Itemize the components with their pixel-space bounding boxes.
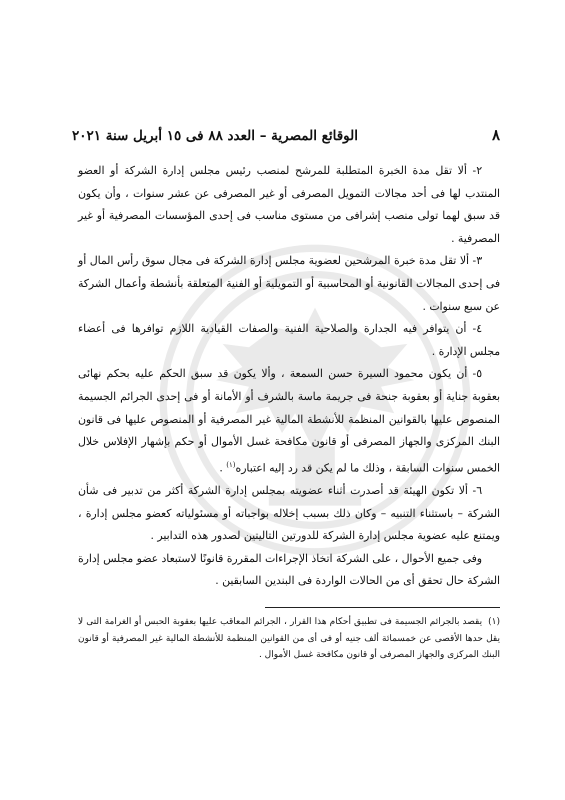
running-head: الوقائع المصرية – العدد ٨٨ فى ١٥ أبريل سنة ٢٠٢١ bbox=[72, 128, 359, 144]
clause-5 bbox=[78, 363, 500, 480]
clause-5-text: ٥- أن يكون محمود السيرة حسن السمعة ، وألا يكون قد سبق الحكم عليه بحكم نهائى بعقوبة جناية أو بعقوبة جنحة فى جريمة ماسة بالشرف أو الأمانة أو فى إحدى الجرائم الجسيمة المنصوص عليها بالقوانين المنظمة للأنشطة المالية غير المصرفية أو المنصوص عليها فى قانون البنك المركزى والجهاز المصرفى أو قانون مكافحة غسل الأموال أو حكم بإشهار الإفلاس خلال الخمس سنوات السابقة ، وذلك ما لم يكن قد رد إليه اعتباره bbox=[78, 367, 500, 475]
clause-5-end: . bbox=[219, 461, 227, 475]
clause-2: ٢- ألا تقل مدة الخبرة المتطلبة للمرشح لمنصب رئيس مجلس إدارة الشركة أو العضو المنتدب لها فى أحد مجالات التمويل المصرفى أو غير المصرفى عن عشر سنوات ، وأن يكون قد سبق لهما تولى منصب إشرافى من مستوى مناسب فى إحدى المؤسسات المصرفية أو غير المصرفية . bbox=[78, 164, 500, 245]
closing-paragraph: وفى جميع الأحوال ، على الشركة اتخاذ الإجراءات المقررة قانونًا لاستبعاد عضو مجلس إدارة الشركة حال تحقق أى من الحالات الواردة فى البندين السابقين . bbox=[78, 551, 500, 588]
footnote-mark: (١) bbox=[488, 617, 500, 627]
footnote bbox=[78, 614, 500, 664]
document-body bbox=[78, 160, 500, 593]
page-number: ٨ bbox=[491, 126, 500, 144]
footnote-divider bbox=[265, 607, 500, 608]
clause-6: ٦- ألا تكون الهيئة قد أصدرت أثناء عضويته بمجلس إدارة الشركة أكثر من تدبير فى شأن الشركة – باستثناء التنبيه – وكان ذلك بسبب إخلاله بواجباته أو مسئولياته كعضو مجلس إدارة ، ويمتنع عليه عضوية مجلس إدارة الشركة للدورتين التاليتين لصدور هذه التدابير . bbox=[78, 483, 500, 543]
page-header bbox=[72, 126, 500, 144]
clause-3: ٣- ألا تقل مدة خبرة المرشحين لعضوية مجلس إدارة الشركة فى مجال سوق رأس المال أو فى إحدى المجالات القانونية أو المحاسبية أو التمويلية أو الفنية المتعلقة بأنشطة وأعمال الشركة عن سبع سنوات . bbox=[78, 254, 500, 313]
footnote-reference: (١) bbox=[226, 460, 236, 469]
clause-4: ٤- أن يتوافر فيه الجدارة والصلاحية الفنية والصفات القيادية اللازم توافرها فى أعضاء مجلس الإدارة . bbox=[78, 322, 500, 358]
footnote-text: يقصد بالجرائم الجسيمة فى تطبيق أحكام هذا القرار ، الجرائم المعاقب عليها بعقوبة الحبس أو الغرامة التى لا يقل حدها الأقصى عن خمسمائة ألف جنيه أو فى أى من القوانين المنظمة للأنشطة المالية غير المصرفية أو قانون البنك المركزى والجهاز المصرفى أو قانون مكافحة غسل الأموال . bbox=[78, 617, 500, 660]
